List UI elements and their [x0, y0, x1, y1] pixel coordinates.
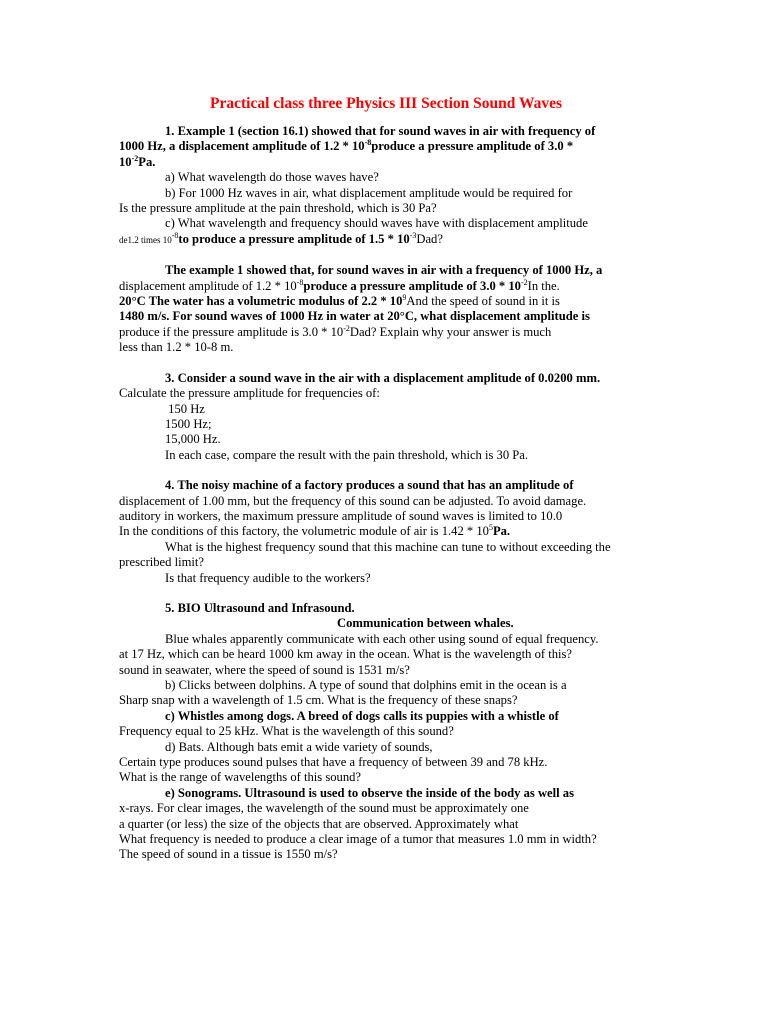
q5-d-line-2: Certain type produces sound pulses that have a frequency of between 39 and 78 kHz.	[119, 755, 548, 770]
q4-line-5: What is the highest frequency sound that this machine can tune to without exceeding the	[165, 539, 611, 554]
q5-e-line-5: The speed of sound in a tissue is 1550 m/s?	[119, 847, 338, 862]
q5-e-line-4: What frequency is needed to produce a clear image of a tumor that measures 1.0 mm in width?	[119, 832, 597, 847]
q1-line-2: 1000 Hz, a displacement amplitude of $1.2 * 10^{-8}produce$ a pressure amplitude of 3.0 *	[119, 138, 574, 154]
q3-frequency-3: 15,000 Hz.	[165, 432, 221, 447]
q4-line-2: displacement of 1.00 mm, but the frequency of this sound can be adjusted. To avoid damage.	[119, 493, 587, 508]
q5-d-line-1: d) Bats. Although bats emit a wide variety of sounds,	[165, 739, 433, 754]
q2-line-3: 20°C The water has a volumetric modulus of $2.2 * 10^9And$ the speed of sound in it is	[119, 293, 560, 309]
q1-part-c-line-1: c) What wavelength and frequency should waves have with displacement amplitude	[165, 216, 588, 231]
q5-e-line-2: x-rays. For clear images, the wavelength of the sound must be approximately one	[119, 801, 529, 816]
q1-part-a: a) What wavelength do those waves have?	[165, 170, 379, 185]
q2-line-2: displacement amplitude of $1.2 * 10^{-8}produce$ a pressure amplitude of $3.0 * 10^{-2}In$ the.	[119, 277, 560, 293]
q5-c-line-2: Frequency equal to 25 kHz. What is the wavelength of this sound?	[119, 724, 454, 739]
q1-line-3: $10^{-2}Pa$.	[119, 153, 156, 169]
q5-b-line-1: b) Clicks between dolphins. A type of sound that dolphins emit in the ocean is a	[165, 678, 567, 692]
document-body	[119, 124, 664, 863]
q3-line-3: In each case, compare the result with the pain threshold, which is 30 Pa.	[165, 447, 529, 462]
q2-line-1: The example 1 showed that, for sound waves in air with a frequency of 1000 Hz, a	[165, 263, 603, 278]
q3-frequency-2: 1500 Hz;	[165, 416, 212, 431]
q2-line-4: 1480 m/s. For sound waves of 1000 Hz in water at 20°C, what displacement amplitude is	[119, 309, 590, 324]
q1-part-c-line-2: de1.2 times $10^{-8}to$ produce a pressure amplitude of $1.5 * 10^{-3}Dad$?	[119, 230, 443, 246]
q3-frequency-1: 150 Hz	[165, 401, 205, 416]
q5-heading: 5. BIO Ultrasound and Infrasound.	[165, 600, 355, 615]
document-title: Practical class three Physics III Section Sound Waves	[210, 95, 563, 112]
q5-a-line-3: sound in seawater, where the speed of sound is 1531 m/s?	[119, 662, 410, 677]
q5-e-line-3: a quarter (or less) the size of the objects that are observed. Approximately what	[119, 816, 519, 831]
q2-line-5: produce if the pressure amplitude is $3.0 * 10^{-2}Dad$? Explain why your answer is much	[119, 323, 552, 339]
q5-b-line-2: Sharp snap with a wavelength of 1.5 cm. What is the frequency of these snaps?	[119, 693, 518, 708]
q2-line-6: less than 1.2 * 10-8 m.	[119, 340, 234, 355]
q4-line-7: Is that frequency audible to the workers?	[165, 570, 371, 585]
q1-part-b-line-2: Is the pressure amplitude at the pain threshold, which is 30 Pa?	[119, 201, 437, 216]
q5-c-line-1: c) Whistles among dogs. A breed of dogs calls its puppies with a whistle of	[165, 708, 559, 723]
q4-line-1: 4. The noisy machine of a factory produces a sound that has an amplitude of	[165, 478, 574, 493]
q3-line-1: 3. Consider a sound wave in the air with a displacement amplitude of 0.0200 mm.	[165, 370, 601, 385]
q4-line-4: In the conditions of this factory, the volumetric module of air is $1.42 * 10^5Pa$.	[119, 523, 511, 539]
q5-d-line-3: What is the range of wavelengths of this sound?	[119, 770, 362, 785]
q1-part-b-line-1: b) For 1000 Hz waves in air, what displacement amplitude would be required for	[165, 185, 573, 200]
q5-e-line-1: e) Sonograms. Ultrasound is used to observe the inside of the body as well as	[165, 785, 574, 800]
q3-line-2: Calculate the pressure amplitude for frequencies of:	[119, 386, 380, 401]
q1-line-1: 1. Example 1 (section 16.1) showed that for sound waves in air with frequency of	[165, 124, 596, 138]
q4-line-3: auditory in workers, the maximum pressure amplitude of sound waves is limited to 10.0	[119, 508, 563, 523]
q5-a-line-1: Blue whales apparently communicate with each other using sound of equal frequency.	[165, 631, 599, 646]
q5-a-line-2: at 17 Hz, which can be heard 1000 km away in the ocean. What is the wavelength of this?	[119, 647, 572, 662]
q5-subheading: Communication between whales.	[337, 616, 514, 631]
q4-line-6: prescribed limit?	[119, 555, 204, 570]
